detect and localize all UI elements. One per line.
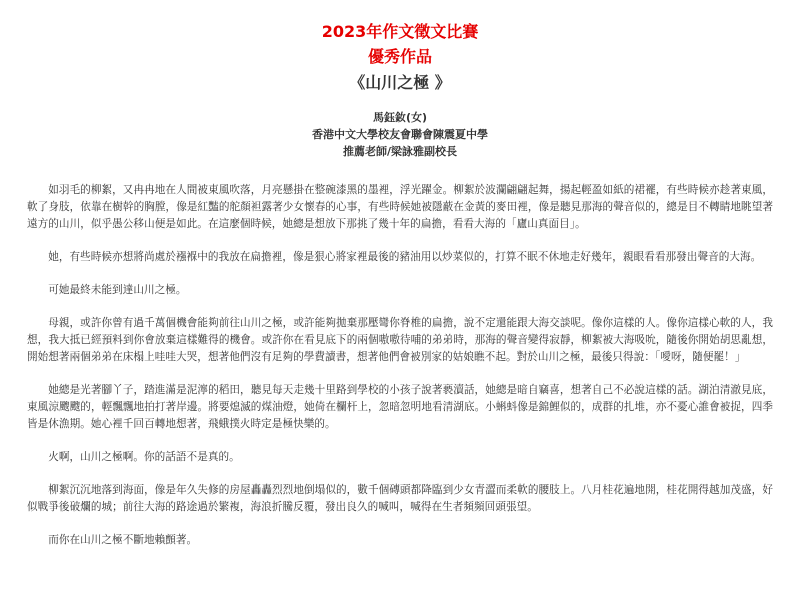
- paragraph-2: 她，有些時候亦想將尚處於襁褓中的我放在扁擔裡，像是狠心將家裡最後的豬油用以炒菜似的，打算不眠不休地走好幾年，親眼看看那發出聲音的大海。: [48, 251, 762, 263]
- paragraph-8: 而你在山川之極不斷地賴顫著。: [48, 534, 198, 546]
- work-title: 《山川之極 》: [349, 73, 451, 92]
- paragraph-3: 可她最終未能到達山川之極。: [48, 284, 187, 296]
- school-name: 香港中文大學校友會聯會陳震夏中學: [312, 128, 488, 141]
- author-name: 馬鈺釹(女): [372, 111, 428, 124]
- article-header: [27, 0, 773, 160]
- paragraph-4: 母親，或許你曾有過千萬個機會能夠前往山川之極，或許能夠拋棄那壓彎你脊椎的扁擔，說不定還能跟大海交談呢。像你這樣的人。像你這樣心軟的人，我想，我大抵已經預料到你會放棄這樣難得的機會。或許你在看見底下的兩個嗷嗷待哺的弟弟時，那海的聲音變得寂靜，柳絮被大海吸吮，隨後你開始胡思亂想，開始想著兩個弟弟在床榻上哇哇大哭，想著他們沒有足夠的學費讀書，想著他們會被別家的姑娘瞧不起。對於山川之極，最後只得說：「噯呀，隨便罷！」: [27, 317, 773, 363]
- paragraph-6: 火啊，山川之極啊。你的話語不是真的。: [48, 451, 240, 463]
- award-category: 優秀作品: [367, 47, 432, 66]
- author-info: [27, 109, 773, 160]
- paragraph-5: 她總是光著腳丫子，踏進滿是泥濘的稻田，聽見每天走幾十里路到學校的小孩子說著褻瀆話，她總是暗自竊喜，想著自己不必說這樣的話。湖泊清澈見底，東風涼颼颼的，輕飄飄地拍打著岸邊。將要熄滅的煤油燈，她倚在欄杆上，忽暗忽明地看清湖底。小蝌蚪像是錦鯉似的，成群的扎堆，亦不憂心誰會被捉，四季皆是休漁期。她心裡千回百轉地想著，飛蛾撲火時定是極快樂的。: [27, 384, 773, 430]
- paragraph-1: 如羽毛的柳絮，又冉冉地在人間被東風吹落，月亮懸掛在整碗漆黑的墨裡，浮光躍金。柳絮於波瀾翩翩起舞，揚起輕盈如紙的裙襬，有些時候亦趁著東風，軟了身肢，依靠在樹幹的胸膛，像是紅豔的舵顏袒露著少女懷春的心事，有些時候她被隱蔽在金黃的麥田裡，像是聽見那海的聲音似的，總是目不轉睛地眺望著遠方的山川，似乎愚公移山便是如此。在這麼個時候，她總是想放下那挑了幾十年的扁擔，看看大海的「廬山真面目」。: [27, 184, 773, 230]
- recommending-teacher: 推薦老師/梁詠雅副校長: [342, 145, 458, 158]
- article-body: [27, 182, 773, 549]
- paragraph-7: 柳絮沉沉地落到海面，像是年久失修的房屋轟轟烈烈地倒塌似的，數千個磚頭都降臨到少女青澀而柔軟的腰肢上。八月桂花遍地開，桂花開得越加茂盛，好似戰爭後破爛的城；前往大海的路途過於繁複，海浪折騰反覆，發出良久的喊叫，喊得在生者頻頻回頭張望。: [27, 484, 773, 513]
- contest-title: 2023年作文徵文比賽: [321, 22, 479, 41]
